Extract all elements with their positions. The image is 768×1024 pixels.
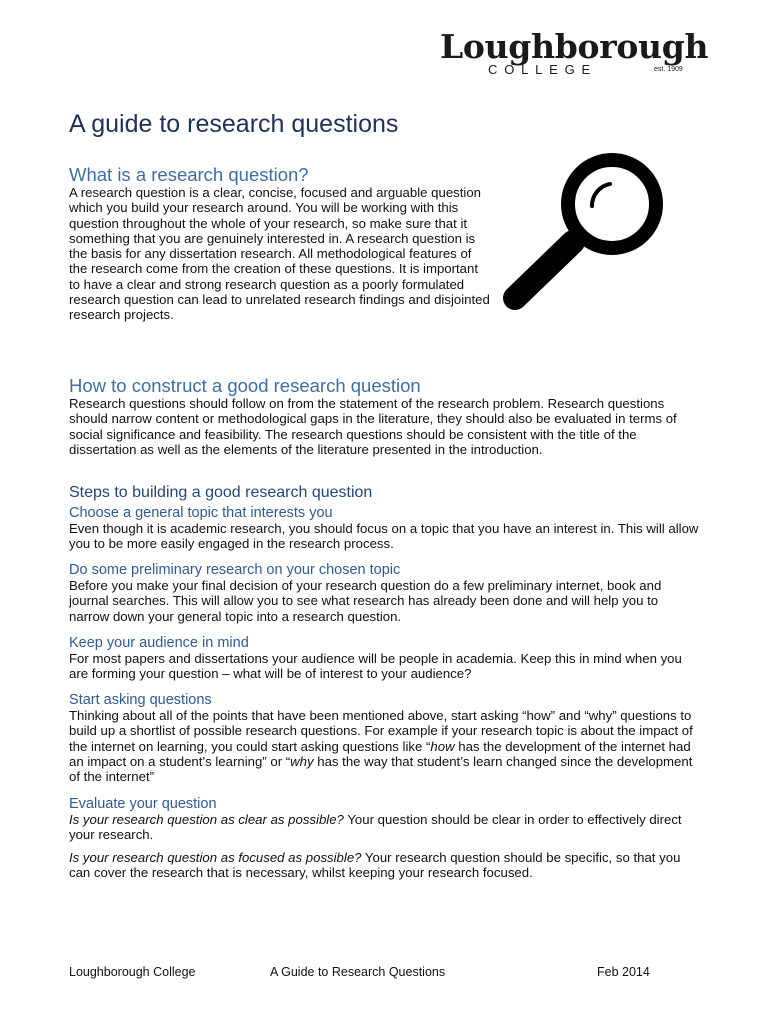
step-heading: Start asking questions <box>69 692 212 708</box>
section-body-construct: Research questions should follow on from the statement of the research problem. Research questions should narrow content or methodological gaps in the literature, they should also be evaluated in terms of social significance and feasibility. The research questions should be consistent with the title of the dissertation as well as the elements of the literature presented in the introduction. <box>69 396 677 457</box>
evaluate-question-clear <box>69 812 701 843</box>
section-body-what-is: A research question is a clear, concise, focused and arguable question which you build your research around. You will be working with this question throughout the whole of your research, so make sure that it something that you are genuinely interested in. A research question is the basis for any dissertation research. All methodological features of the research come from the creation of these questions. It is important to have a clear and strong research question as a poorly formulated research question can lead to unrelated research findings and disjointed research projects. <box>69 185 490 323</box>
step-body: Even though it is academic research, you should focus on a topic that you have an interest in. This will allow you to be more easily engaged in the research process. <box>69 521 699 552</box>
steps-heading-block <box>69 483 701 503</box>
step-item <box>69 562 701 624</box>
section-evaluate <box>69 796 701 880</box>
steps-heading: Steps to building a good research question <box>69 484 373 501</box>
evaluate-heading: Evaluate your question <box>69 796 217 812</box>
evaluate-question-label: Is your research question as focused as possible? <box>69 849 362 865</box>
college-logo <box>440 27 709 77</box>
step-heading: Do some preliminary research on your chosen topic <box>69 562 401 578</box>
step-item <box>69 692 701 784</box>
section-heading-what-is: What is a research question? <box>69 164 309 185</box>
evaluate-question-text: Your question should be clear in order to effectively direct your research. <box>69 812 682 843</box>
evaluate-question-text: Your research question should be specific, so that you can cover the research that is necessary, whilst keeping your research focused. <box>69 849 681 880</box>
step-heading: Choose a general topic that interests you <box>69 505 333 521</box>
footer-center: A Guide to Research Questions <box>270 965 446 979</box>
step-body-text: has the development of the internet had an impact on a student’s learning” or “ <box>69 738 691 769</box>
step-body-emphasis: why <box>290 753 314 769</box>
footer-left: Loughborough College <box>69 965 196 979</box>
step-heading: Keep your audience in mind <box>69 635 249 651</box>
step-body: Before you make your final decision of your research question do a few preliminary internet, book and journal searches. This will allow you to see what research has already been done and will help you to narrow down your general topic into a research question. <box>69 578 662 624</box>
step-body <box>69 708 701 784</box>
section-construct <box>69 375 701 457</box>
step-body: For most papers and dissertations your audience will be people in academia. Keep this in mind when you are forming your question – what will be of interest to your audience? <box>69 651 682 682</box>
step-body-text: has the way that student’s learn changed since the development of the internet” <box>69 753 693 785</box>
step-item <box>69 505 701 552</box>
logo-name: Loughborough <box>440 27 709 66</box>
step-item <box>69 635 701 682</box>
step-body-emphasis: how <box>430 738 455 754</box>
logo-subtitle: COLLEGE <box>488 62 598 77</box>
logo-established: est. 1909 <box>654 66 683 73</box>
step-body-text: Thinking about all of the points that have been mentioned above, start asking “how” and “why” questions to build up a shortlist of possible research questions. For example if your research topic is about the impact of the internet on learning, you could start asking questions like “ <box>69 708 693 754</box>
page-title: A guide to research questions <box>69 110 399 138</box>
evaluate-question-label: Is your research question as clear as possible? <box>69 812 344 827</box>
section-heading-construct: How to construct a good research question <box>69 375 421 396</box>
evaluate-question-focused <box>69 850 701 881</box>
section-what-is <box>69 164 701 323</box>
footer-right: Feb 2014 <box>597 965 650 979</box>
